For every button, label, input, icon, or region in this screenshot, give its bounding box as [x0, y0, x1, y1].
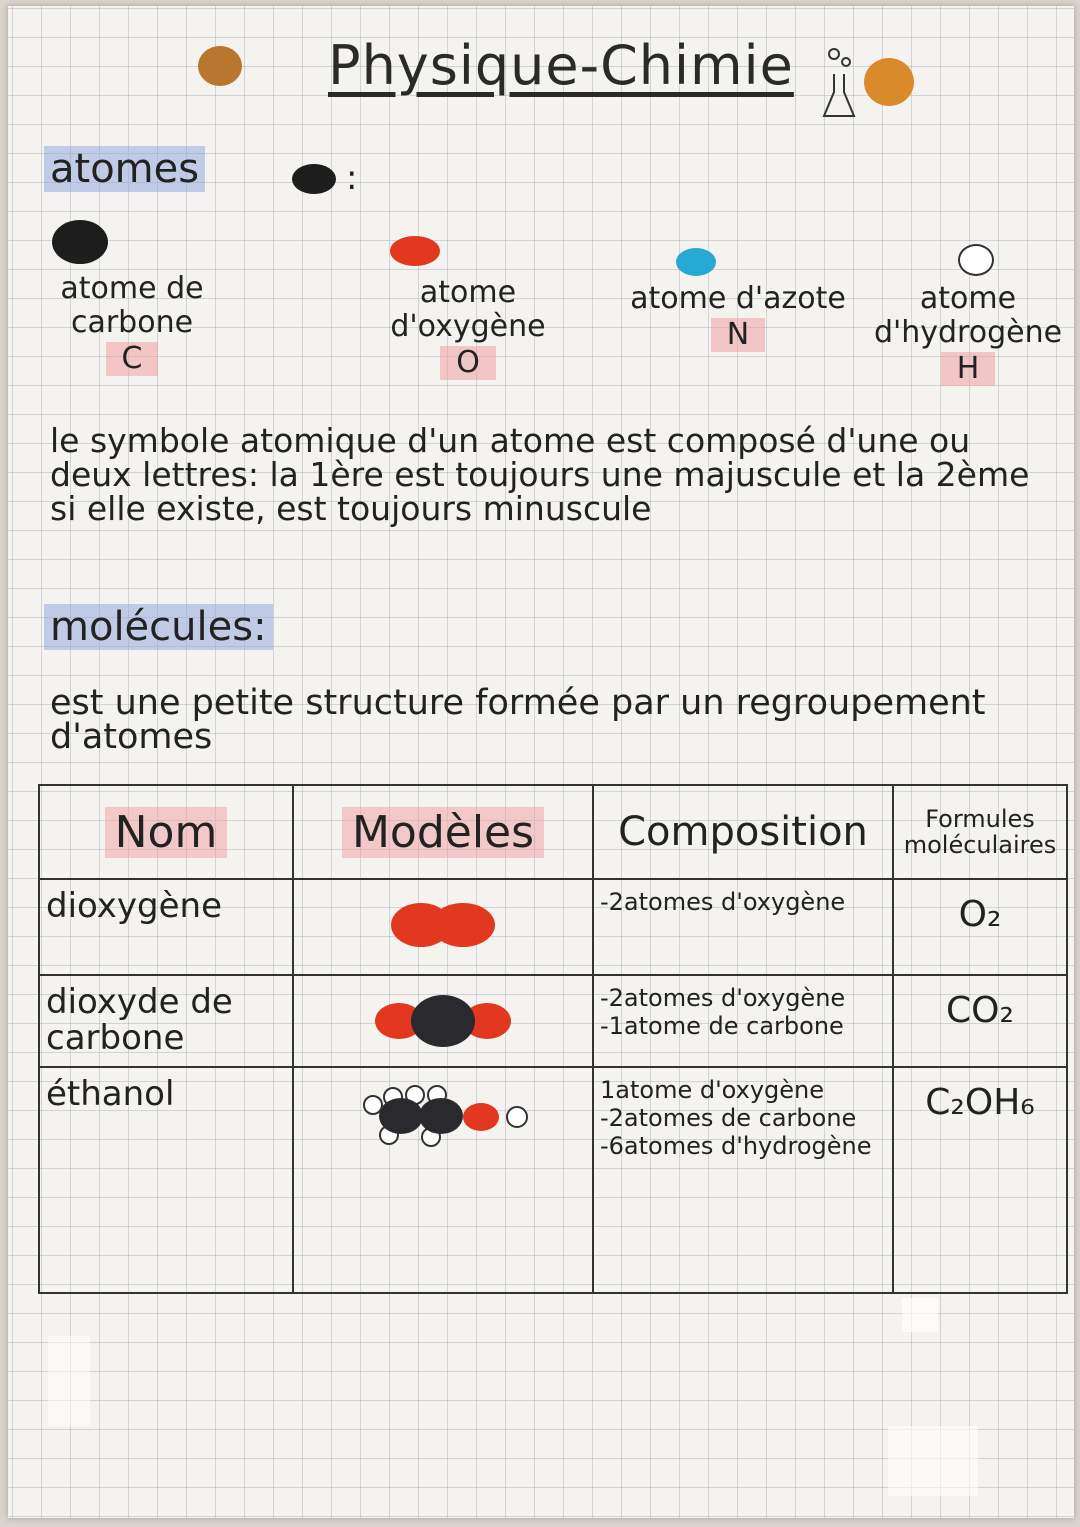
tape-scrap [902, 1298, 938, 1332]
atom-nitrogen-symbol: N [711, 318, 765, 352]
atom-oxygen-symbol: O [440, 346, 496, 380]
heading-black-dot [292, 164, 336, 194]
orange-dot-right [864, 58, 914, 106]
flask-icon [820, 44, 860, 124]
atom-hydrogen-label: atome d'hydrogène [873, 281, 1063, 350]
row-formula: O₂ [893, 879, 1067, 975]
table-header-row [39, 785, 1067, 879]
molecules-table [38, 784, 1068, 1294]
dioxygene-model-drawing [373, 895, 513, 955]
header-name: Nom [39, 785, 293, 879]
notebook-page [8, 6, 1074, 1518]
table-row [39, 1067, 1067, 1293]
page-title: Physique-Chimie [328, 34, 794, 97]
tape-scrap [48, 1336, 90, 1426]
header-formula: Formules moléculaires [893, 785, 1067, 879]
atom-carbon [12, 272, 252, 376]
symbol-paragraph: le symbole atomique d'un atome est composé d'une ou deux lettres: la 1ère est toujours une majuscule et la 2ème si elle existe, est toujours minuscule [50, 421, 1030, 528]
molecules-definition: est une petite structure formée par un regroupement d'atomes [50, 683, 986, 757]
row-formula: CO₂ [893, 975, 1067, 1067]
table-row [39, 879, 1067, 975]
co2-model [293, 975, 593, 1067]
co2-model-drawing [363, 987, 523, 1057]
molecules-heading: molécules: [44, 604, 273, 650]
atom-carbon-symbol: C [106, 342, 159, 376]
row-composition: -2atomes d'oxygène [593, 879, 893, 975]
oxygen-atom-dot [390, 236, 440, 266]
row-name: dioxyde de carbone [39, 975, 293, 1067]
header-composition: Composition [593, 785, 893, 879]
row-composition: -2atomes d'oxygène -1atome de carbone [593, 975, 893, 1067]
row-name: dioxygène [39, 879, 293, 975]
atomes-heading: atomes [44, 146, 205, 192]
atom-nitrogen [628, 282, 848, 352]
atom-nitrogen-label: atome d'azote [630, 281, 846, 316]
atom-carbon-label: atome de carbone [60, 271, 204, 340]
atom-oxygen-label: atome d'oxygène [390, 275, 546, 344]
brown-dot-left [198, 46, 242, 86]
table-row [39, 975, 1067, 1067]
atom-hydrogen [868, 282, 1068, 386]
carbon-atom-dot [52, 220, 108, 264]
ethanol-model [293, 1067, 593, 1293]
dioxygene-model [293, 879, 593, 975]
row-composition: 1atome d'oxygène -2atomes de carbone -6atomes d'hydrogène [593, 1067, 893, 1293]
tape-scrap [888, 1426, 978, 1496]
nitrogen-atom-dot [676, 248, 716, 276]
row-formula: C₂OH₆ [893, 1067, 1067, 1293]
ethanol-model-drawing [353, 1083, 533, 1163]
row-name: éthanol [39, 1067, 293, 1293]
header-model: Modèles [293, 785, 593, 879]
heading-colon: : [346, 158, 358, 198]
hydrogen-atom-dot [958, 244, 994, 276]
atom-hydrogen-symbol: H [941, 352, 996, 386]
atom-oxygen [348, 276, 588, 380]
